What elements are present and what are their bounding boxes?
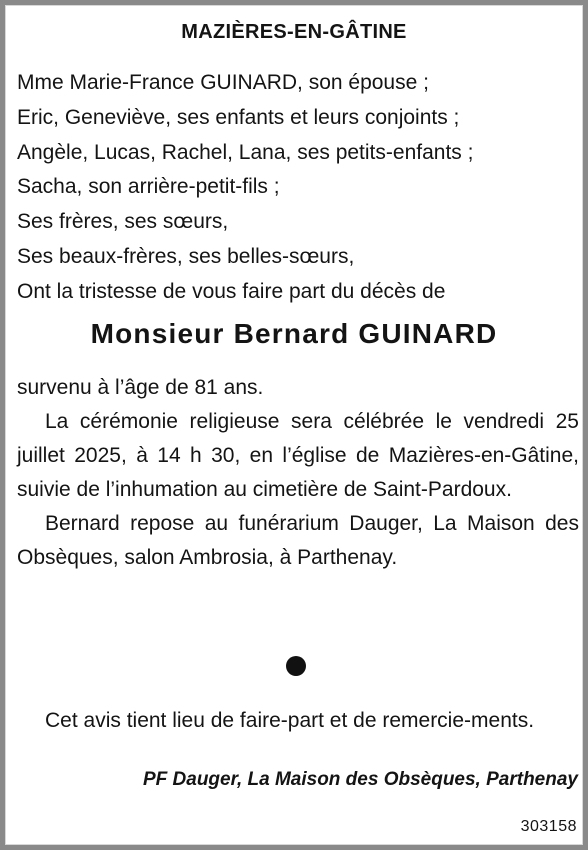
notice-location: MAZIÈRES-EN-GÂTINE — [181, 21, 407, 43]
family-line: Ses frères, ses sœurs, — [17, 210, 229, 234]
family-line: Mme Marie-France GUINARD, son épouse ; — [17, 71, 429, 94]
family-line: Ses beaux-frères, ses belles-sœurs, — [17, 244, 355, 268]
ceremony-paragraph: La cérémonie religieuse sera célébrée le vendredi 25 juillet 2025, à 14 h 30, en l’église de Mazières-en-Gâtine, suivie de l’inhumation au cimetière de Saint-Pardoux. — [17, 409, 579, 501]
family-line: Angèle, Lucas, Rachel, Lana, ses petits-enfants ; — [17, 140, 474, 164]
notice-body — [17, 371, 579, 574]
funeral-home-signature: PF Dauger, La Maison des Obsèques, Parthenay — [142, 769, 578, 790]
family-line: Eric, Geneviève, ses enfants et leurs conjoints ; — [17, 105, 460, 129]
reference-number: 303158 — [520, 818, 577, 835]
closing-section — [17, 704, 579, 738]
family-line: Ont la tristesse de vous faire part du décès de — [17, 279, 446, 303]
age-line: survenu à l’âge de 81 ans. — [17, 376, 264, 399]
separator-bullet — [286, 656, 306, 676]
family-list — [17, 66, 579, 310]
family-line: Sacha, son arrière-petit-fils ; — [17, 175, 280, 199]
deceased-name: Monsieur Bernard GUINARD — [90, 318, 498, 349]
repose-paragraph: Bernard repose au funérarium Dauger, La Maison des Obsèques, salon Ambrosia, à Parthenay. — [17, 511, 579, 569]
closing-paragraph: Cet avis tient lieu de faire-part et de remercie-ments. — [45, 709, 535, 732]
